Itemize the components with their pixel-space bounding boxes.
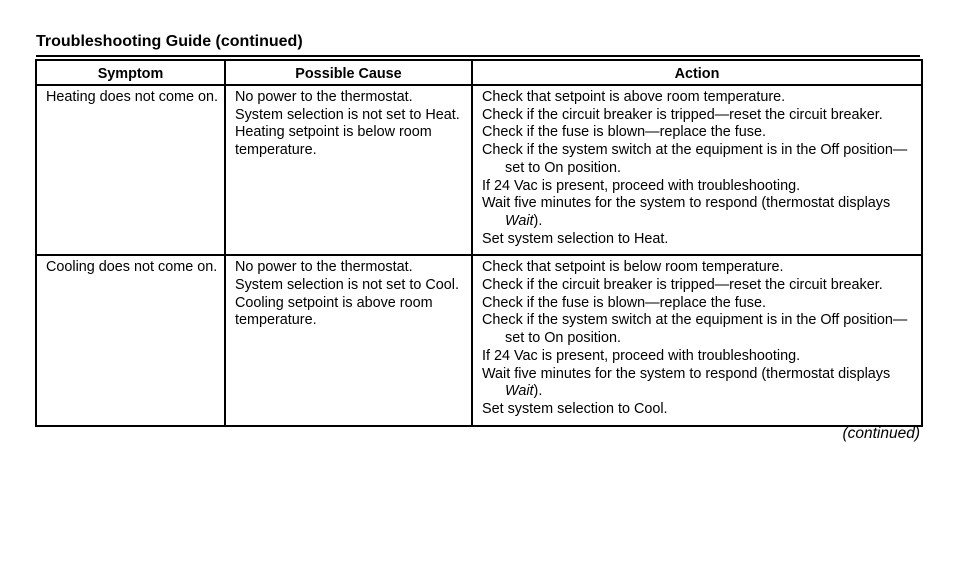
cause-line: temperature. <box>235 142 317 159</box>
action-line: Set system selection to Heat. <box>482 230 669 247</box>
cause-line: Heating setpoint is below room <box>235 124 432 141</box>
action-text-end: ). <box>533 383 543 400</box>
action-line-wait <box>482 366 917 401</box>
action-line: Check if the system switch at the equipment is in the Off position—set to On position. <box>482 142 908 176</box>
table-header-row <box>36 60 922 85</box>
action-text: Wait five minutes for the system to respond (thermostat displays <box>482 365 891 382</box>
action-line: Check that setpoint is below room temperature. <box>482 259 784 276</box>
title-rule <box>36 55 920 57</box>
table-row <box>36 255 922 425</box>
table-row <box>36 85 922 255</box>
cause-line: temperature. <box>235 312 317 329</box>
action-cell <box>472 255 922 425</box>
header-possible-cause: Possible Cause <box>225 60 472 85</box>
symptom-text: Cooling does not come on. <box>46 259 218 276</box>
action-text-end: ). <box>533 212 543 229</box>
troubleshooting-table <box>35 59 923 427</box>
page-title: Troubleshooting Guide (continued) <box>36 33 303 50</box>
symptom-cell <box>36 255 225 425</box>
action-text: Wait five minutes for the system to respond (thermostat displays <box>482 195 891 212</box>
display-term: Wait <box>505 212 534 229</box>
action-line: Check that setpoint is above room temperature. <box>482 89 786 105</box>
action-line: Check if the circuit breaker is tripped—reset the circuit breaker. <box>482 277 883 294</box>
action-line: Check if the system switch at the equipment is in the Off position—set to On position. <box>482 312 908 347</box>
action-cell <box>472 85 922 255</box>
header-symptom: Symptom <box>36 60 225 85</box>
cause-line: No power to the thermostat. <box>235 89 413 105</box>
cause-line: System selection is not set to Cool. <box>235 277 459 294</box>
symptom-cell <box>36 85 225 255</box>
action-line: Check if the circuit breaker is tripped—reset the circuit breaker. <box>482 106 883 123</box>
cause-line: Cooling setpoint is above room <box>235 294 433 311</box>
continued-label: (continued) <box>842 425 920 442</box>
cause-cell <box>225 85 472 255</box>
cause-line: System selection is not set to Heat. <box>235 106 460 123</box>
action-line: Set system selection to Cool. <box>482 400 668 417</box>
cause-cell <box>225 255 472 425</box>
display-term: Wait <box>505 383 534 400</box>
action-line-wait <box>482 195 917 230</box>
action-line: Check if the fuse is blown—replace the fuse. <box>482 294 766 311</box>
header-action: Action <box>472 60 922 85</box>
cause-line: No power to the thermostat. <box>235 259 413 276</box>
action-line: Check if the fuse is blown—replace the fuse. <box>482 124 766 141</box>
action-line: If 24 Vac is present, proceed with troubleshooting. <box>482 347 801 364</box>
action-line: If 24 Vac is present, proceed with troubleshooting. <box>482 177 801 194</box>
symptom-text: Heating does not come on. <box>46 89 218 105</box>
